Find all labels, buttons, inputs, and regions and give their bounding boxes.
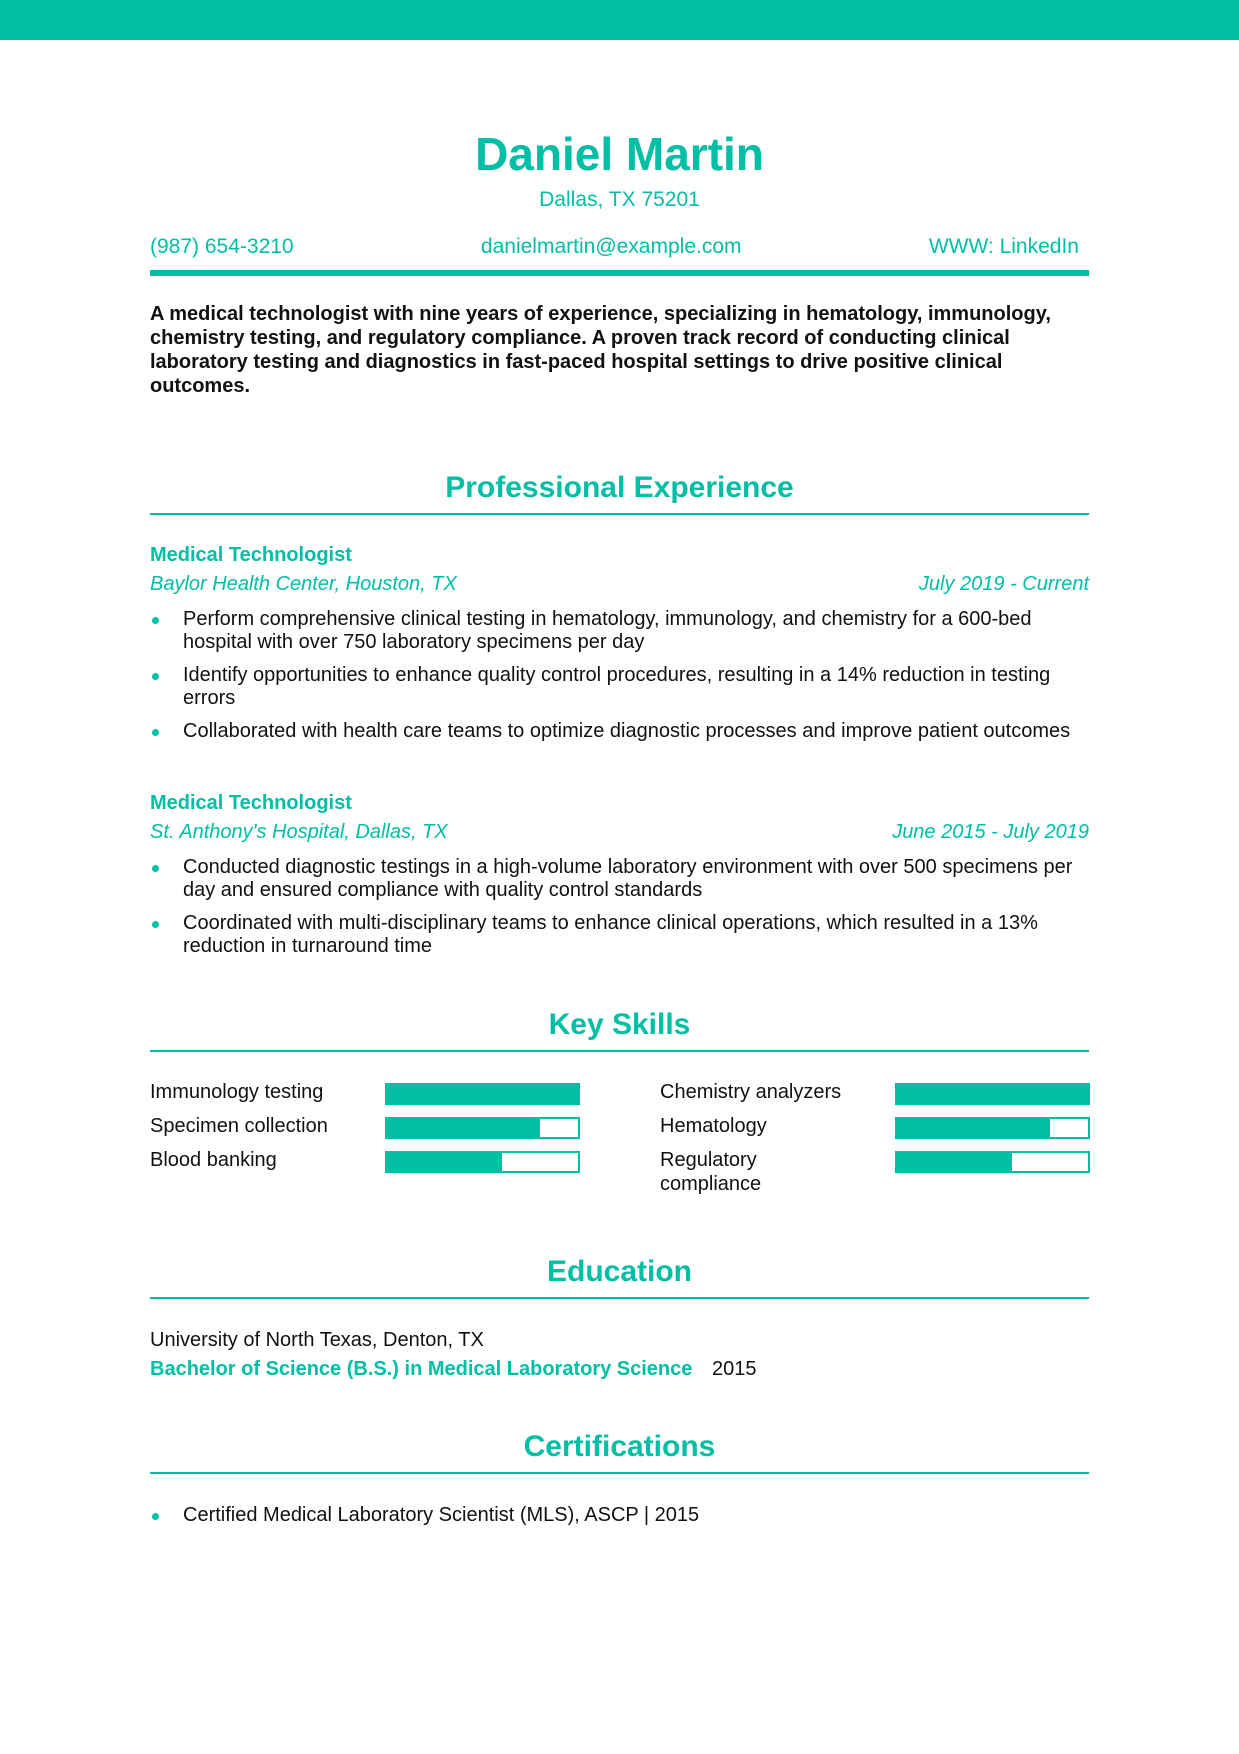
education-degree: Bachelor of Science (B.S.) in Medical Laboratory Science — [150, 1358, 693, 1380]
skill-level-bar — [895, 1083, 1090, 1105]
list-item: Identify opportunities to enhance quality control procedures, resulting in a 14% reduction in testing errors — [150, 664, 1089, 710]
skill-name: Regulatory compliance — [660, 1149, 762, 1195]
linkedin-link[interactable]: WWW: LinkedIn — [928, 235, 1079, 258]
job-2-bullets — [150, 856, 1089, 968]
skill-name: Hematology — [660, 1115, 767, 1137]
list-item: Coordinated with multi-disciplinary teams to enhance clinical operations, which resulted in a 13% reduction in turnaround time — [150, 912, 1089, 958]
phone-text[interactable]: (987) 654-3210 — [150, 235, 294, 258]
list-item: Certified Medical Laboratory Scientist (MLS), ASCP | 2015 — [150, 1504, 1089, 1527]
bullet-dot-icon — [152, 617, 159, 624]
skill-name: Specimen collection — [150, 1115, 328, 1137]
job-1-employer: Baylor Health Center, Houston, TX — [150, 573, 457, 595]
education-year: 2015 — [711, 1358, 757, 1380]
skill-name: Blood banking — [150, 1149, 277, 1171]
bullet-dot-icon — [152, 865, 159, 872]
skills-heading: Key Skills — [548, 1008, 691, 1041]
email-link[interactable]: danielmartin@example.com — [480, 235, 742, 258]
skill-name: Immunology testing — [150, 1081, 324, 1103]
contact-row — [150, 233, 1089, 261]
job-2-employer: St. Anthony's Hospital, Dallas, TX — [150, 821, 448, 843]
candidate-location: Dallas, TX 75201 — [539, 188, 700, 211]
bullet-dot-icon — [152, 921, 159, 928]
job-2-meta — [150, 819, 1089, 845]
professional-summary: A medical technologist with nine years of experience, specializing in hematology, immunology, chemistry testing, and regulatory compliance. A proven track record of conducting clinical laboratory testing and diagnostics in fast-paced hospital settings to drive positive clinical outcomes. — [150, 303, 1051, 397]
list-item: Conducted diagnostic testings in a high-volume laboratory environment with over 500 specimens per day and ensured compliance with quality control standards — [150, 856, 1089, 902]
bullet-dot-icon — [152, 729, 159, 736]
certifications-heading: Certifications — [523, 1430, 716, 1463]
top-accent-band — [0, 0, 1239, 40]
job-1-meta — [150, 571, 1089, 597]
education-heading: Education — [546, 1255, 692, 1288]
candidate-name: Daniel Martin — [475, 128, 764, 180]
bullet-dot-icon — [152, 673, 159, 680]
skill-level-bar — [385, 1151, 580, 1173]
job-1-role: Medical Technologist — [150, 544, 352, 566]
education-degree-line — [150, 1356, 756, 1382]
skill-level-bar — [895, 1117, 1090, 1139]
job-2-dates: June 2015 - July 2019 — [892, 821, 1089, 843]
contact-divider — [150, 270, 1089, 276]
list-item: Perform comprehensive clinical testing in hematology, immunology, and chemistry for a 600-bed hospital with over 750 laboratory specimens per day — [150, 608, 1089, 654]
certifications-list — [150, 1504, 1089, 1537]
skill-level-bar — [385, 1083, 580, 1105]
skill-name: Chemistry analyzers — [660, 1081, 842, 1103]
experience-heading: Professional Experience — [445, 471, 794, 504]
skills-divider — [150, 1050, 1089, 1052]
education-divider — [150, 1297, 1089, 1299]
education-school: University of North Texas, Denton, TX — [150, 1329, 484, 1351]
skill-level-bar — [895, 1151, 1090, 1173]
job-1-dates: July 2019 - Current — [918, 573, 1089, 595]
experience-divider — [150, 513, 1089, 515]
job-2-role: Medical Technologist — [150, 792, 352, 814]
bullet-dot-icon — [152, 1513, 159, 1520]
skill-level-bar — [385, 1117, 580, 1139]
list-item: Collaborated with health care teams to optimize diagnostic processes and improve patient outcomes — [150, 720, 1089, 743]
job-1-bullets — [150, 608, 1089, 753]
certifications-divider — [150, 1472, 1089, 1474]
